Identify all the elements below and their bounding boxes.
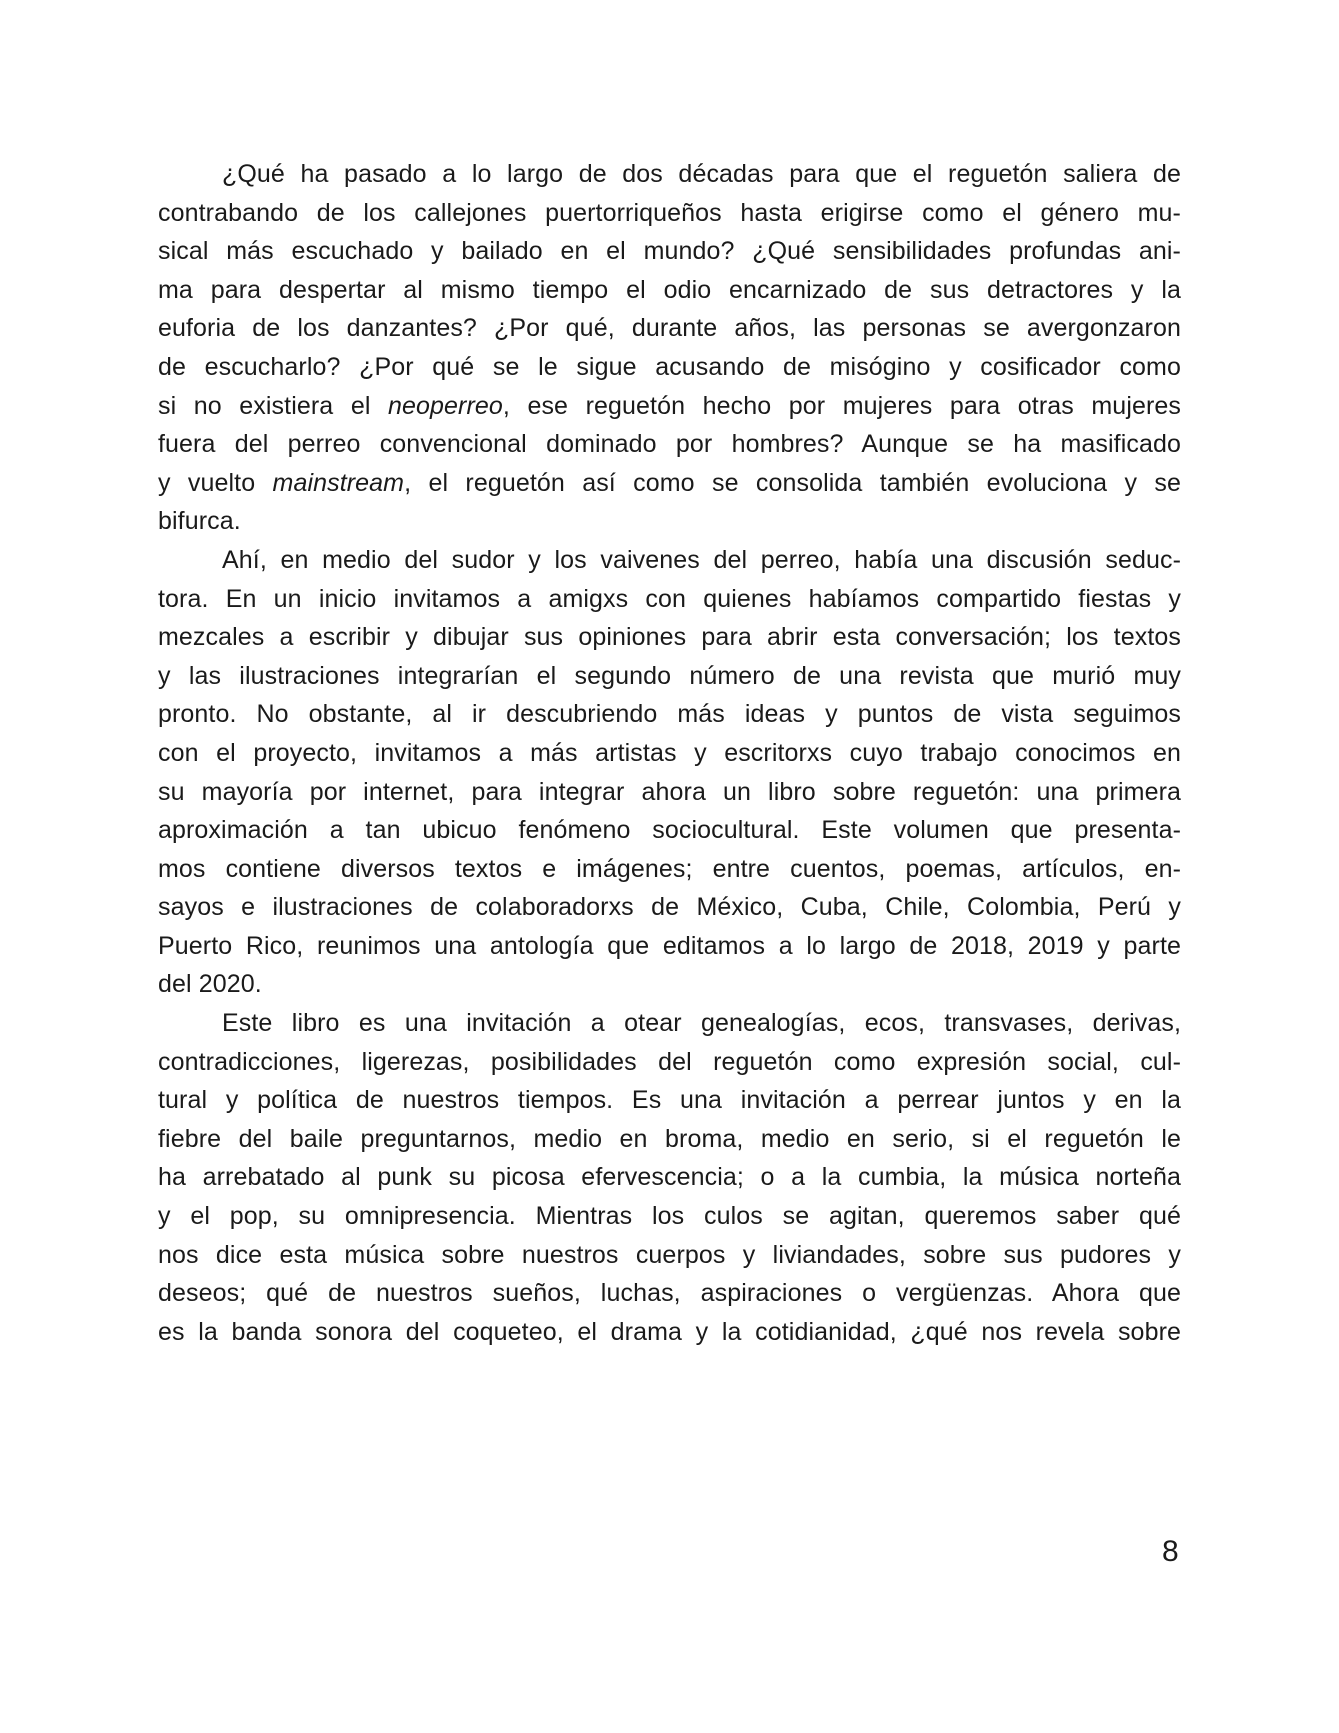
- paragraph-2-line: mos contiene diversos textos e imágenes; entre cuentos, poemas, artículos, en-: [158, 854, 1181, 883]
- paragraph-3-line: tural y política de nuestros tiempos. Es una invitación a perrear juntos y en la: [158, 1086, 1181, 1115]
- paragraph-1-line: ma para despertar al mismo tiempo el odio encarnizado de sus detractores y la: [158, 275, 1181, 304]
- paragraph-1-line: ¿Qué ha pasado a lo largo de dos décadas para que el reguetón saliera de: [222, 160, 1181, 188]
- page-number: 8: [1162, 1535, 1179, 1568]
- paragraph-3-line: Este libro es una invitación a otear genealogías, ecos, transvases, derivas,: [222, 1009, 1181, 1038]
- paragraph-1-line: euforia de los danzantes? ¿Por qué, durante años, las personas se avergonzaron: [158, 314, 1181, 343]
- paragraph-3-line: deseos; qué de nuestros sueños, luchas, aspiraciones o vergüenzas. Ahora que: [158, 1279, 1181, 1308]
- paragraph-1-line: y vuelto mainstream, el reguetón así como se consolida también evoluciona y se: [158, 468, 1181, 497]
- paragraph-3-line: fiebre del baile preguntarnos, medio en broma, medio en serio, si el reguetón le: [158, 1124, 1181, 1153]
- paragraph-2-line: del 2020.: [158, 970, 262, 999]
- paragraph-2-line: pronto. No obstante, al ir descubriendo más ideas y puntos de vista seguimos: [158, 700, 1181, 729]
- paragraph-2-line: su mayoría por internet, para integrar ahora un libro sobre reguetón: una primera: [158, 777, 1181, 806]
- paragraph-2-line: sayos e ilustraciones de colaboradorxs de México, Cuba, Chile, Colombia, Perú y: [158, 893, 1181, 922]
- paragraph-2-line: Puerto Rico, reunimos una antología que editamos a lo largo de 2018, 2019 y parte: [158, 931, 1181, 960]
- paragraph-1-line: contrabando de los callejones puertorriqueños hasta erigirse como el género mu-: [158, 198, 1181, 227]
- paragraph-1-line: de escucharlo? ¿Por qué se le sigue acusando de misógino y cosificador como: [158, 352, 1181, 381]
- paragraph-1-line: fuera del perreo convencional dominado por hombres? Aunque se ha masificado: [158, 430, 1181, 459]
- paragraph-2-line: Ahí, en medio del sudor y los vaivenes del perreo, había una discusión seduc-: [222, 545, 1181, 574]
- italic-term-mainstream: mainstream: [272, 468, 405, 497]
- body-text: [158, 155, 1181, 1351]
- paragraph-2-line: y las ilustraciones integrarían el segundo número de una revista que murió muy: [158, 661, 1181, 690]
- paragraph-3-line: es la banda sonora del coqueteo, el drama y la cotidianidad, ¿qué nos revela sobre: [158, 1317, 1181, 1346]
- paragraph-3-line: y el pop, su omnipresencia. Mientras los culos se agitan, queremos saber qué: [158, 1202, 1181, 1231]
- paragraph-2-line: tora. En un inicio invitamos a amigxs con quienes habíamos compartido fiestas y: [158, 584, 1181, 613]
- paragraph-1-line: bifurca.: [158, 507, 241, 536]
- paragraph-3-line: ha arrebatado al punk su picosa efervescencia; o a la cumbia, la música norteña: [158, 1163, 1181, 1192]
- paragraph-2-line: mezcales a escribir y dibujar sus opiniones para abrir esta conversación; los textos: [158, 623, 1181, 652]
- paragraph-3-line: nos dice esta música sobre nuestros cuerpos y liviandades, sobre sus pudores y: [158, 1240, 1181, 1269]
- paragraph-1-line: si no existiera el neoperreo, ese reguetón hecho por mujeres para otras mujeres: [158, 391, 1182, 420]
- paragraph-1-line: sical más escuchado y bailado en el mundo? ¿Qué sensibilidades profundas ani-: [158, 237, 1181, 266]
- paragraph-2-line: con el proyecto, invitamos a más artistas y escritorxs cuyo trabajo conocimos en: [158, 738, 1181, 767]
- paragraph-3-line: contradicciones, ligerezas, posibilidades del reguetón como expresión social, cul-: [158, 1047, 1181, 1076]
- paragraph-2-line: aproximación a tan ubicuo fenómeno sociocultural. Este volumen que presenta-: [158, 816, 1181, 845]
- italic-term-neoperreo: neoperreo: [388, 391, 503, 420]
